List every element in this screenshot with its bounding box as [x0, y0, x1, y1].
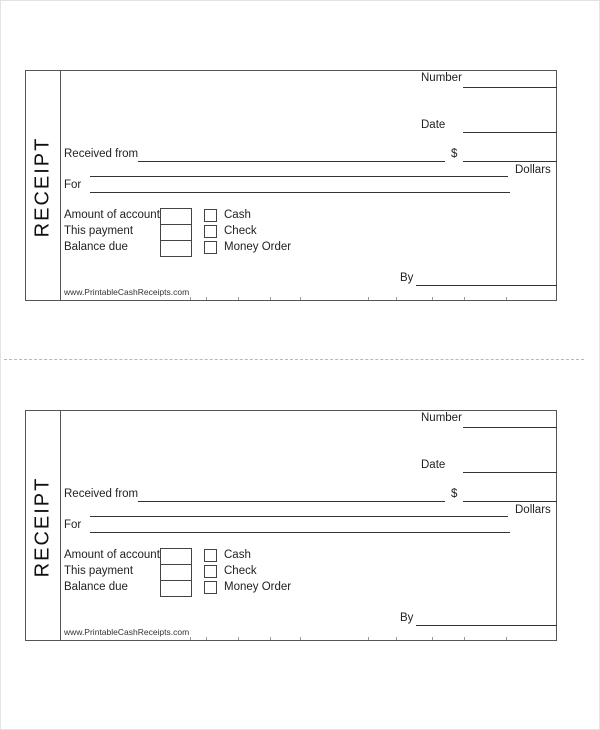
money-order-checkbox[interactable]	[204, 241, 217, 254]
date-field[interactable]	[463, 472, 557, 473]
received-from-field[interactable]	[138, 161, 445, 162]
amount-of-account-label: Amount of account	[64, 549, 160, 561]
check-checkbox[interactable]	[204, 565, 217, 578]
for-label: For	[64, 179, 82, 191]
date-label: Date	[421, 119, 446, 131]
money-order-label: Money Order	[224, 581, 292, 593]
amount-field[interactable]	[463, 501, 557, 502]
date-field[interactable]	[463, 132, 557, 133]
by-label: By	[400, 272, 414, 284]
date-label: Date	[421, 459, 446, 471]
currency-symbol: $	[451, 148, 458, 160]
receipt-title: RECEIPT	[31, 476, 54, 578]
this-payment-label: This payment	[64, 565, 134, 577]
received-from-field[interactable]	[138, 501, 445, 502]
website-text: www.PrintableCashReceipts.com	[64, 287, 190, 297]
number-label: Number	[421, 72, 462, 84]
by-label: By	[400, 612, 414, 624]
amount-in-words-field[interactable]	[90, 516, 508, 517]
for-field[interactable]	[90, 192, 510, 193]
receipt-2	[25, 410, 557, 641]
signature-field[interactable]	[416, 625, 557, 626]
check-label: Check	[224, 225, 257, 237]
amount-of-account-box[interactable]	[160, 208, 192, 225]
this-payment-box[interactable]	[160, 564, 192, 581]
this-payment-box[interactable]	[160, 224, 192, 241]
check-checkbox[interactable]	[204, 225, 217, 238]
balance-due-box[interactable]	[160, 240, 192, 257]
number-field[interactable]	[463, 87, 557, 88]
check-label: Check	[224, 565, 257, 577]
balance-due-box[interactable]	[160, 580, 192, 597]
bottom-ticks	[60, 637, 556, 640]
receipt-spine	[26, 71, 61, 300]
cash-label: Cash	[224, 549, 251, 561]
amount-field[interactable]	[463, 161, 557, 162]
number-label: Number	[421, 412, 462, 424]
number-field[interactable]	[463, 427, 557, 428]
receipt-title: RECEIPT	[31, 136, 54, 238]
currency-symbol: $	[451, 488, 458, 500]
balance-due-label: Balance due	[64, 241, 128, 253]
amount-of-account-label: Amount of account	[64, 209, 160, 221]
this-payment-label: This payment	[64, 225, 134, 237]
for-label: For	[64, 519, 82, 531]
money-order-checkbox[interactable]	[204, 581, 217, 594]
balance-due-label: Balance due	[64, 581, 128, 593]
cash-checkbox[interactable]	[204, 549, 217, 562]
cash-checkbox[interactable]	[204, 209, 217, 222]
signature-field[interactable]	[416, 285, 557, 286]
amount-in-words-field[interactable]	[90, 176, 508, 177]
receipt-1	[25, 70, 557, 301]
received-from-label: Received from	[64, 148, 139, 160]
cut-line	[4, 359, 584, 360]
bottom-ticks	[60, 297, 556, 300]
cash-label: Cash	[224, 209, 251, 221]
dollars-label: Dollars	[515, 504, 551, 516]
dollars-label: Dollars	[515, 164, 551, 176]
received-from-label: Received from	[64, 488, 139, 500]
money-order-label: Money Order	[224, 241, 292, 253]
receipt-spine	[26, 411, 61, 640]
for-field[interactable]	[90, 532, 510, 533]
amount-of-account-box[interactable]	[160, 548, 192, 565]
website-text: www.PrintableCashReceipts.com	[64, 627, 190, 637]
